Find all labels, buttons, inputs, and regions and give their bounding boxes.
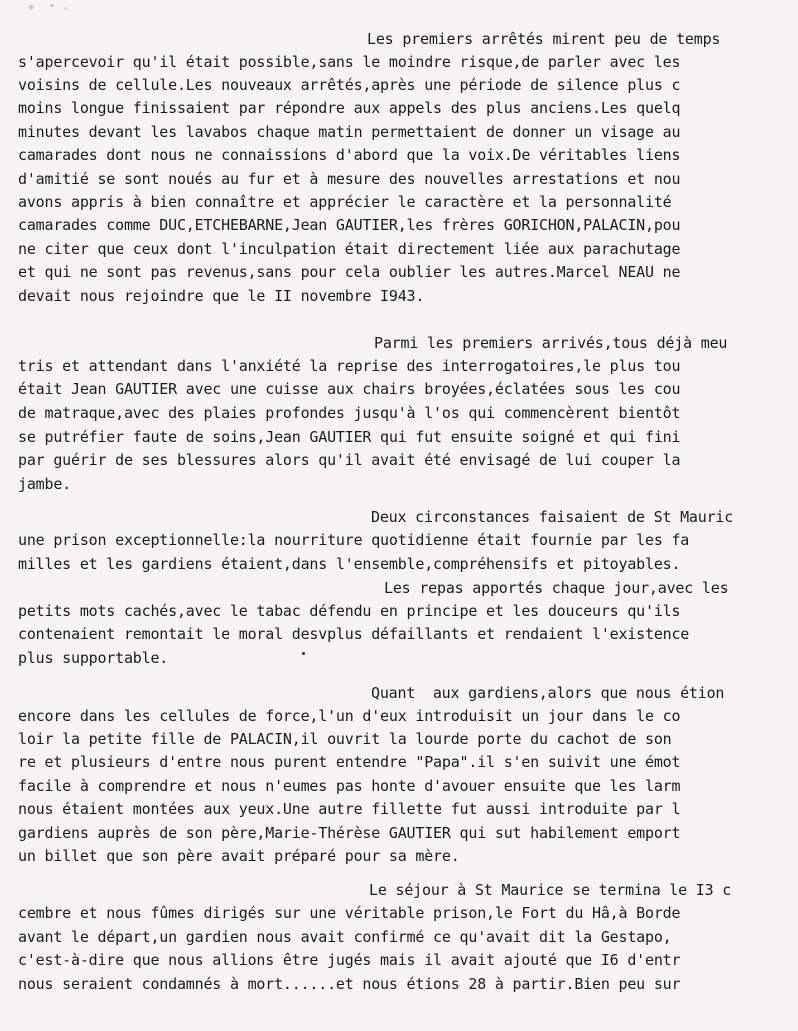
text-line: tris et attendant dans l'anxiété la reprise des interrogatoires,le plus tou <box>18 357 681 375</box>
text-line: gardiens auprès de son père,Marie-Thérèse GAUTIER qui sut habilement emport <box>18 824 681 842</box>
text-line: un billet que son père avait préparé pour sa mère. <box>18 847 460 865</box>
text-line: nous seraient condamnés à mort......et nous étions 28 à partir.Bien peu sur <box>18 975 681 993</box>
text-line: d'amitié se sont noués au fur et à mesure des nouvelles arrestations et nou <box>18 170 681 188</box>
text-line: par guérir de ses blessures alors qu'il avait été envisagé de lui couper la <box>18 451 681 469</box>
text-line: nous étaient montées aux yeux.Une autre fillette fut aussi introduite par l <box>18 800 681 818</box>
text-line: encore dans les cellules de force,l'un d'eux introduisit un jour dans le co <box>18 707 681 725</box>
text-line: contenaient remontait le moral desvplus défaillants et rendaient l'existence <box>18 625 690 643</box>
text-line: re et plusieurs d'entre nous purent entendre "Papa".il s'en suivit une émot <box>18 753 681 771</box>
text-line: milles et les gardiens étaient,dans l'ensemble,compréhensifs et pitoyables. <box>18 555 681 573</box>
text-line: Les premiers arrêtés mirent peu de temps <box>367 30 721 48</box>
text-line: une prison exceptionnelle:la nourriture quotidienne était fournie par les fa <box>18 531 690 549</box>
text-line: se putréfier faute de soins,Jean GAUTIER qui fut ensuite soigné et qui fini <box>18 428 681 446</box>
text-line: avant le départ,un gardien nous avait confirmé ce qu'avait dit la Gestapo, <box>18 928 672 946</box>
text-line: cembre et nous fûmes dirigés sur une véritable prison,le Fort du Hâ,à Borde <box>18 904 681 922</box>
text-line: devait nous rejoindre que le II novembre I943. <box>18 287 425 305</box>
text-line: loir la petite fille de PALACIN,il ouvrit la lourde porte du cachot de son <box>18 730 672 748</box>
text-line: plus supportable. <box>18 649 169 667</box>
text-line: Le séjour à St Maurice se termina le I3 c <box>369 881 732 899</box>
text-line: camarades dont nous ne connaissions d'abord que la voix.De véritables liens <box>18 146 681 164</box>
text-line: de matraque,avec des plaies profondes jusqu'à l'os qui commencèrent bientôt <box>18 404 681 422</box>
text-line: voisins de cellule.Les nouveaux arrêtés,après une période de silence plus c <box>18 76 681 94</box>
ink-speck <box>10 0 80 14</box>
text-line: et qui ne sont pas revenus,sans pour cela oublier les autres.Marcel NEAU ne <box>18 263 681 281</box>
text-line: c'est-à-dire que nous allions être jugés mais il avait ajouté que I6 d'entr <box>18 951 681 969</box>
text-line: Les repas apportés chaque jour,avec les <box>384 579 729 597</box>
text-line: facile à comprendre et nous n'eumes pas honte d'avouer ensuite que les larm <box>18 777 681 795</box>
text-line: Deux circonstances faisaient de St Mauric <box>371 508 734 526</box>
text-line: avons appris à bien connaître et apprécier le caractère et la personnalité <box>18 193 672 211</box>
text-line: camarades comme DUC,ETCHEBARNE,Jean GAUTIER,les frères GORICHON,PALACIN,pou <box>18 216 681 234</box>
text-line: petits mots cachés,avec le tabac défendu en principe et les douceurs qu'ils <box>18 602 681 620</box>
text-line: jambe. <box>18 475 71 493</box>
text-line: s'apercevoir qu'il était possible,sans le moindre risque,de parler avec les <box>18 53 681 71</box>
text-line: moins longue finissaient par répondre aux appels des plus anciens.Les quelq <box>18 99 681 117</box>
text-line: minutes devant les lavabos chaque matin permettaient de donner un visage au <box>18 123 681 141</box>
text-line: ne citer que ceux dont l'inculpation était directement liée aux parachutage <box>18 240 681 258</box>
text-line: était Jean GAUTIER avec une cuisse aux chairs broyées,éclatées sous les cou <box>18 380 681 398</box>
text-line: Parmi les premiers arrivés,tous déjà meu <box>374 334 728 352</box>
ink-dot <box>302 652 305 655</box>
text-line: Quant aux gardiens,alors que nous étion <box>371 684 725 702</box>
